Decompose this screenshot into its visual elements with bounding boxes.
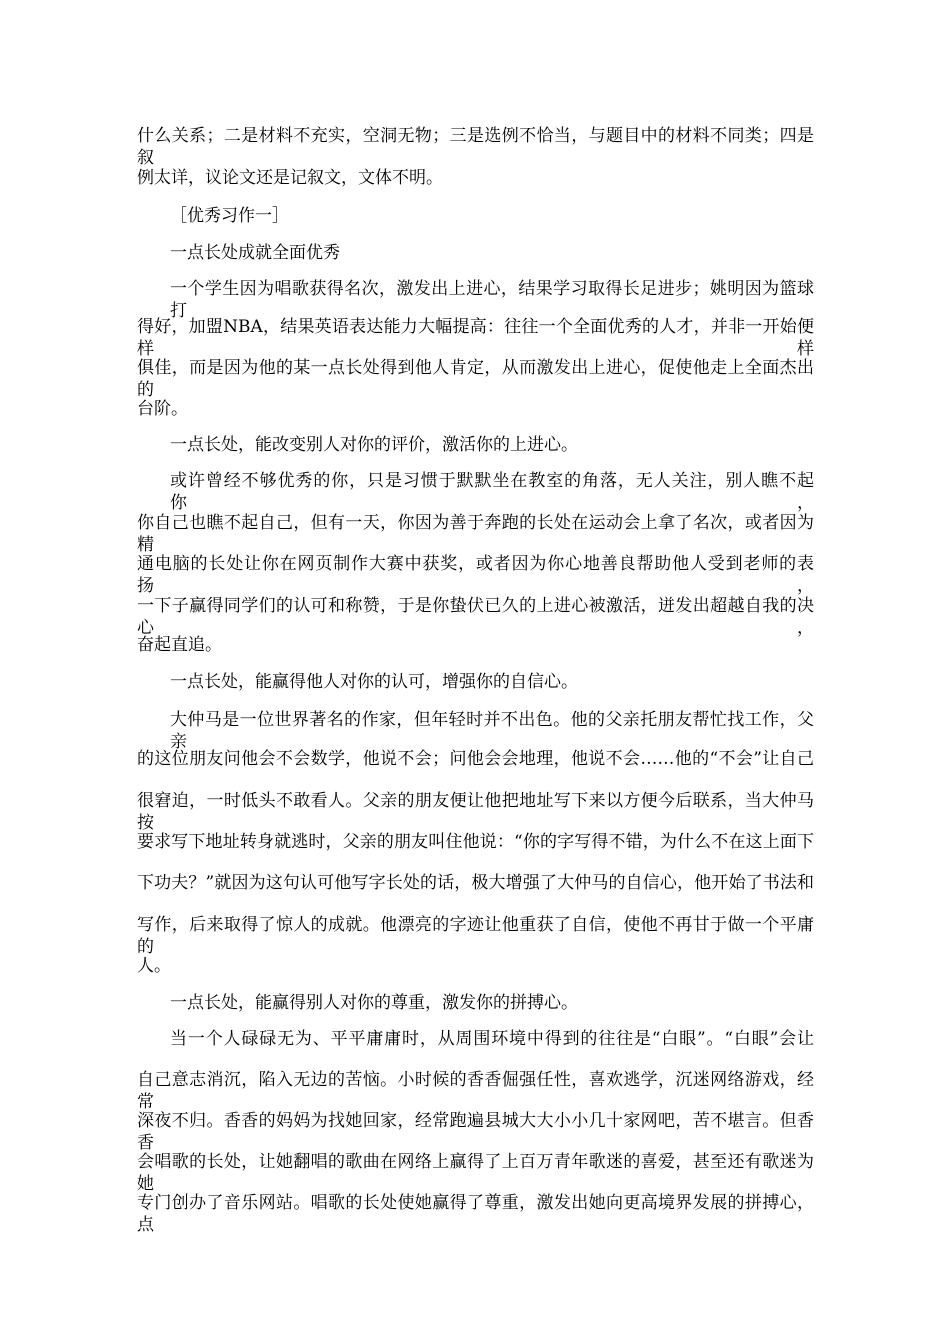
- section-label: ［优秀习作一］: [170, 206, 289, 226]
- paragraph-heading: 一点长处，能赢得他人对你的认可，增强你的自信心。: [170, 672, 578, 692]
- text-line: 很窘迫，一时低头不敢看人。父亲的朋友便让他把地址写下来以方便今后联系，当大仲马按: [137, 791, 814, 833]
- text-line: 或许曾经不够优秀的你，只是习惯于默默坐在教室的角落，无人关注，别人瞧不起你，: [170, 471, 814, 513]
- text-line: 专门创办了音乐网站。唱歌的长处使她赢得了尊重，激发出她向更高境界发展的拼搏心，点: [137, 1193, 814, 1235]
- text-line: 当一个人碌碌无为、平平庸庸时，从周围环境中得到的往往是“白眼”。“白眼”会让: [170, 1029, 814, 1049]
- text-line: 台阶。: [137, 399, 188, 419]
- text-line: 深夜不归。香香的妈妈为找她回家，经常跑遍县城大大小小几十家网吧，苦不堪言。但香香: [137, 1111, 814, 1153]
- text-line: 得好，加盟NBA，结果英语表达能力大幅提高：往往一个全面优秀的人才，并非一开始便样样: [137, 317, 814, 359]
- text-line: 一个学生因为唱歌获得名次，激发出上进心，结果学习取得长足进步；姚明因为篮球打: [170, 279, 814, 321]
- text-line: 一下子赢得同学们的认可和称赞，于是你蛰伏已久的上进心被激活，迸发出超越自我的决心，: [137, 596, 814, 638]
- paragraph-heading: 一点长处，能赢得别人对你的尊重，激发你的拼搏心。: [170, 993, 578, 1013]
- text-line: 例太详，议论文还是记叙文，文体不明。: [137, 168, 443, 188]
- text-line: 人。: [137, 956, 171, 976]
- text-line: 大仲马是一位世界著名的作家，但年轻时并不出色。他的父亲托朋友帮忙找工作，父亲: [170, 710, 814, 752]
- text-line: 什么关系；二是材料不充实，空洞无物；三是选例不恰当，与题目中的材料不同类；四是叙: [137, 126, 814, 168]
- paragraph-heading: 一点长处，能改变别人对你的评价，激活你的上进心。: [170, 435, 578, 455]
- text-line: 的这位朋友问他会不会数学，他说不会；问他会会地理，他说不会……他的“不会”让自己: [137, 749, 814, 769]
- essay-title: 一点长处成就全面优秀: [170, 243, 340, 263]
- text-line: 下功夫？”就因为这句认可他写字长处的话，极大增强了大仲马的自信心，他开始了书法和: [137, 873, 814, 893]
- text-line: 写作，后来取得了惊人的成就。他漂亮的字迹让他重获了自信，使他不再甘于做一个平庸的: [137, 915, 814, 957]
- text-line: 俱佳，而是因为他的某一点长处得到他人肯定，从而激发出上进心，促使他走上全面杰出的: [137, 358, 814, 400]
- text-line: 你自己也瞧不起自己，但有一天，你因为善于奔跑的长处在运动会上拿了名次，或者因为精: [137, 513, 814, 555]
- text-line: 会唱歌的长处，让她翻唱的歌曲在网络上赢得了上百万青年歌迷的喜爱，甚至还有歌迷为她: [137, 1152, 814, 1194]
- text-line: 通电脑的长处让你在网页制作大赛中获奖，或者因为你心地善良帮助他人受到老师的表扬，: [137, 554, 814, 596]
- text-line: 奋起直追。: [137, 635, 222, 655]
- text-line: 要求写下地址转身就逃时，父亲的朋友叫住他说：“你的字写得不错，为什么不在这上面下: [137, 832, 814, 852]
- text-line: 自己意志消沉，陷入无边的苦恼。小时候的香香倔强任性，喜欢逃学，沉迷网络游戏，经常: [137, 1070, 814, 1112]
